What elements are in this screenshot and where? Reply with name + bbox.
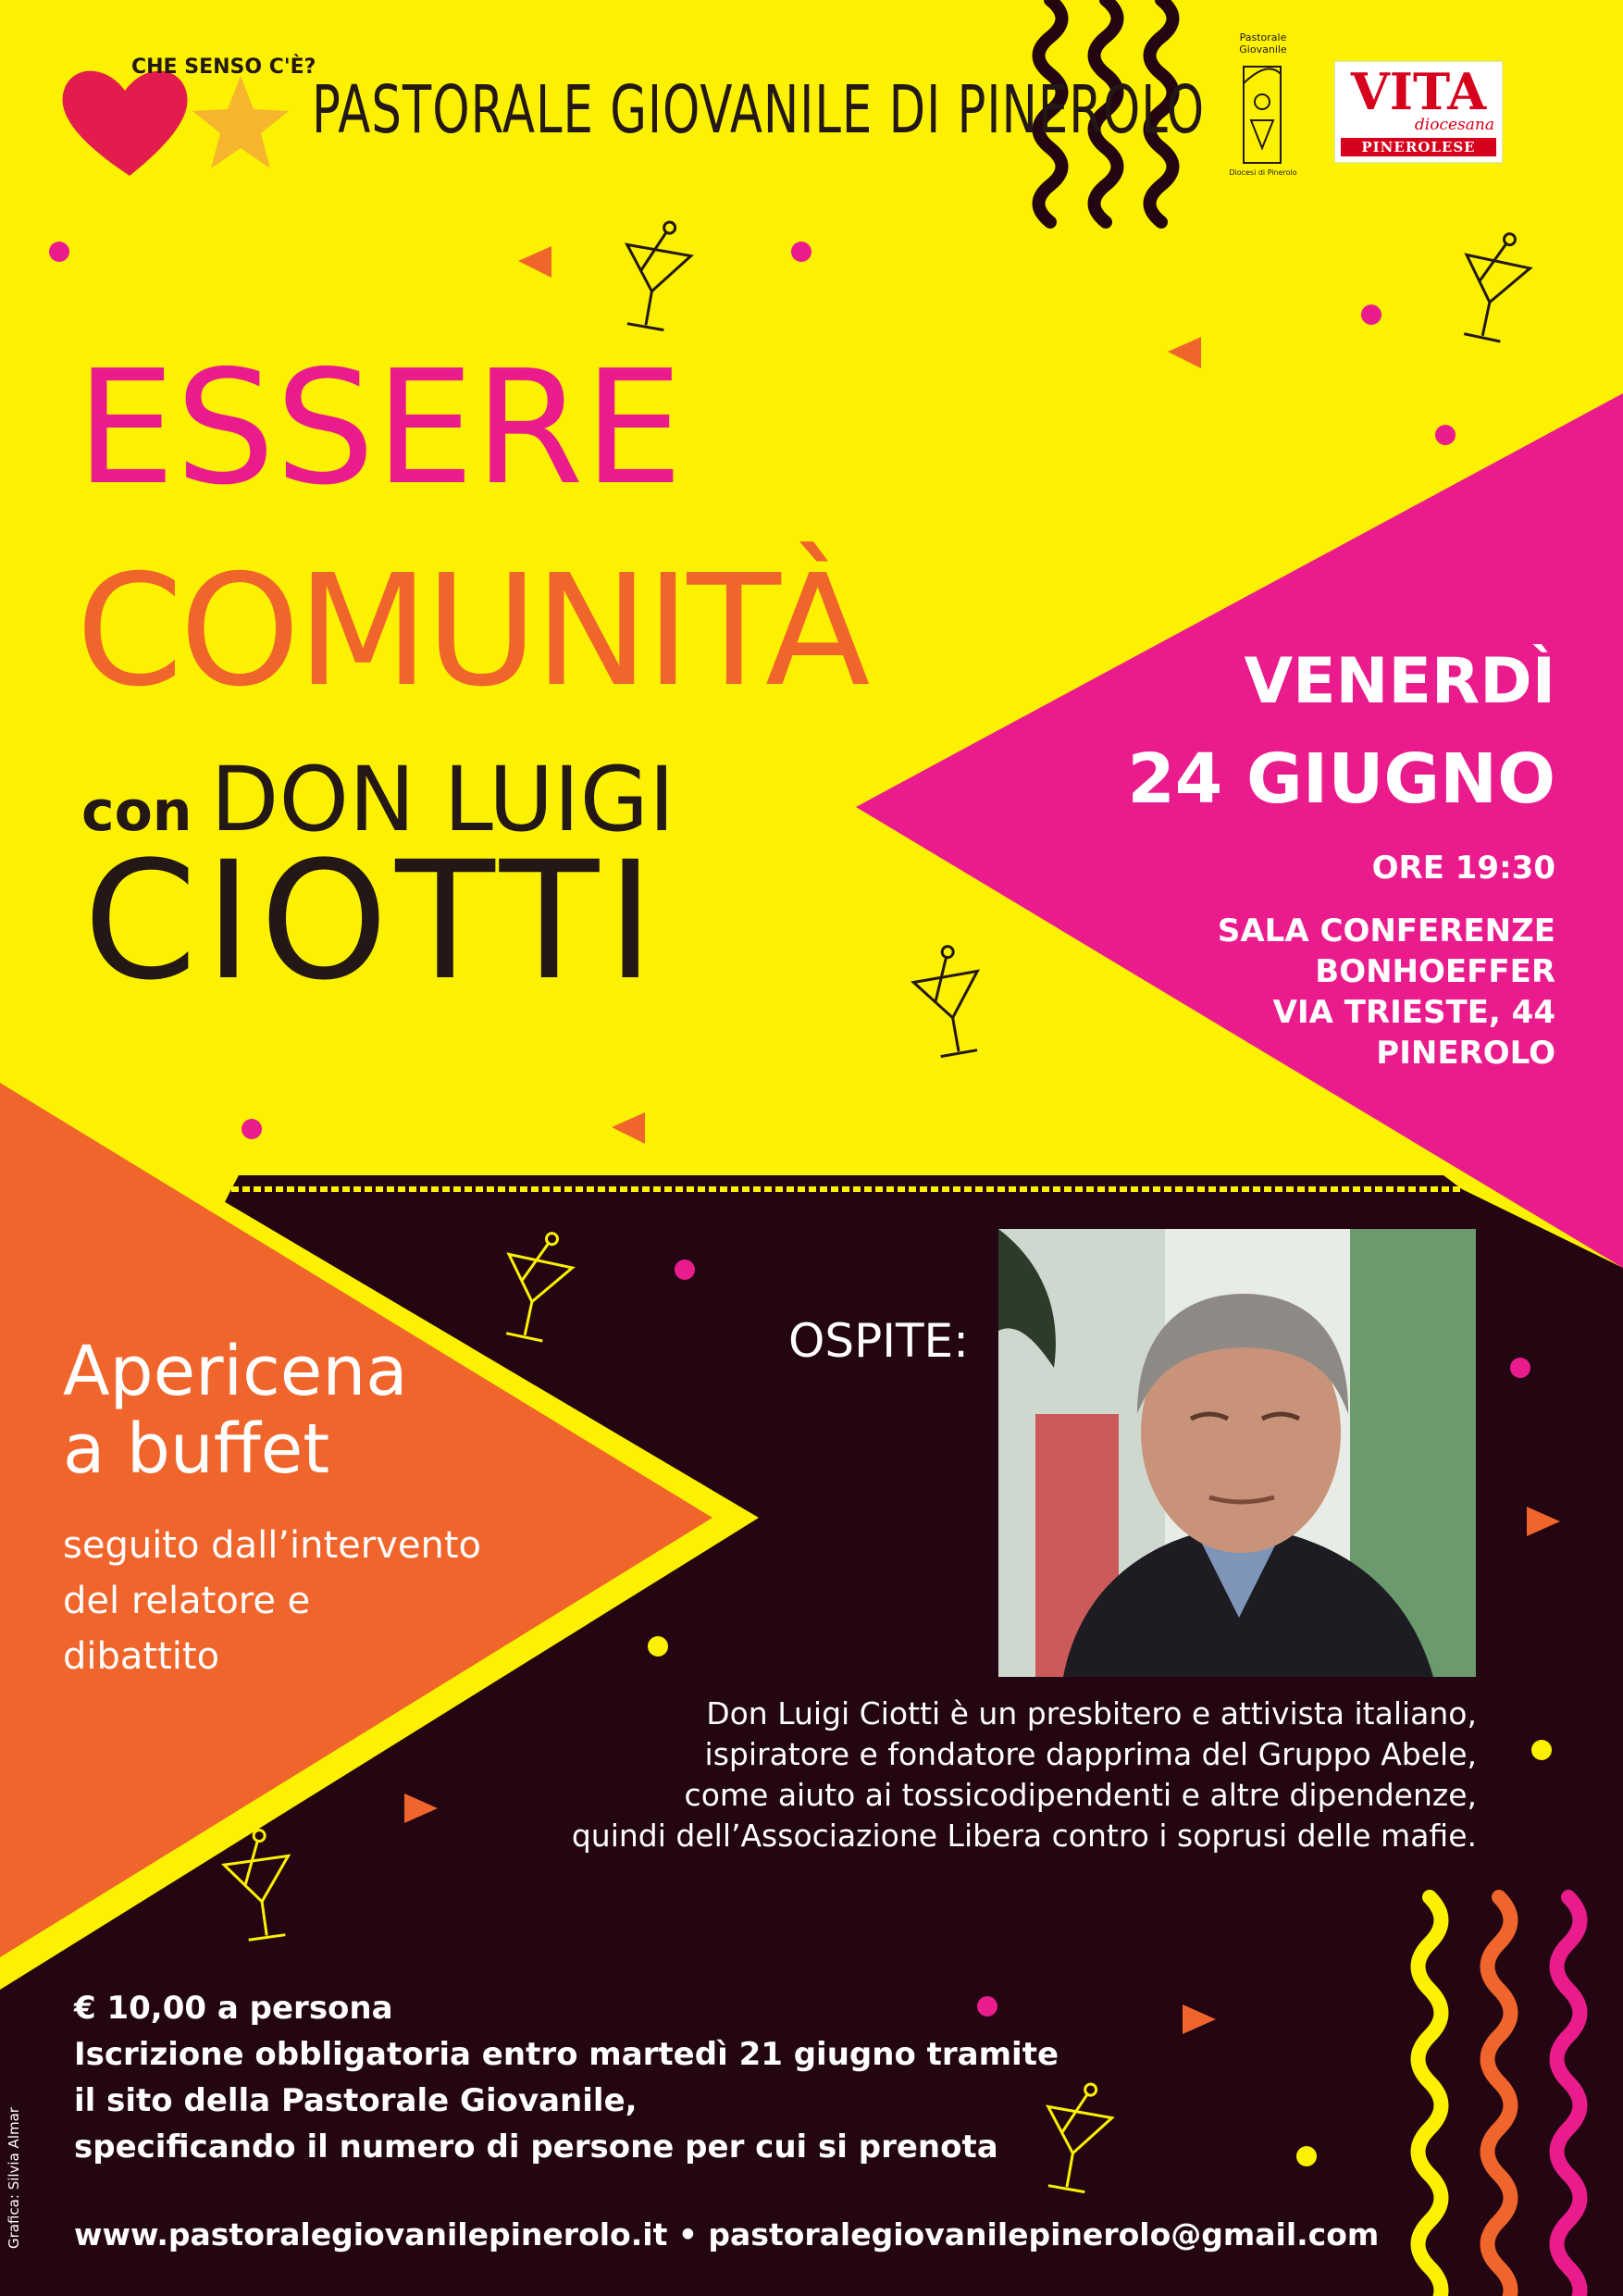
- title-line-1: ESSERE: [76, 337, 684, 520]
- guest-bio: [572, 1694, 1477, 1856]
- organization-name: PASTORALE GIOVANILE DI PINEROLO: [312, 72, 1206, 149]
- event-date: 24 GIUGNO: [1127, 739, 1555, 819]
- guest-first-name: DON LUIGI: [210, 748, 675, 851]
- con-word: con: [81, 779, 192, 844]
- vita-diocesana-logo: [1334, 61, 1503, 163]
- guest-surname: CIOTTI: [83, 826, 663, 1016]
- contact-links[interactable]: www.pastoralegiovanilepinerolo.it • pastoralegiovanilepinerolo@gmail.com: [74, 2216, 1380, 2253]
- buffet-title: [63, 1333, 408, 1488]
- pg-logo-line2: Giovanile: [1239, 43, 1287, 56]
- pg-emblem-icon: [1231, 56, 1295, 167]
- registration-line: il sito della Pastorale Giovanile,: [74, 2082, 638, 2119]
- buffet-subtitle-line: del relatore e: [63, 1580, 311, 1622]
- buffet-subtitle-line: dibattito: [63, 1635, 220, 1678]
- che-senso-logo-text: CHE SENSO C'È?: [131, 56, 316, 79]
- buffet-title-line: Apericena: [63, 1332, 408, 1411]
- event-time: ORE 19:30: [1371, 850, 1555, 887]
- bio-line: come aiuto ai tossicodipendenti e altre dipendenze,: [684, 1777, 1477, 1813]
- bio-line: quindi dell’Associazione Libera contro i soprusi delle mafie.: [571, 1818, 1477, 1854]
- pg-logo-line1: Pastorale: [1239, 31, 1287, 43]
- pastorale-giovanile-logo: [1231, 31, 1295, 180]
- registration-line: Iscrizione obbligatoria entro martedì 21 giugno tramite: [74, 2036, 1059, 2073]
- pg-logo-footer: Diocesi di Pinerolo: [1229, 168, 1297, 177]
- venue-line: VIA TRIESTE, 44: [1272, 994, 1555, 1031]
- venue-line: PINEROLO: [1376, 1035, 1555, 1072]
- guest-photo: [998, 1229, 1476, 1677]
- event-venue: [1218, 911, 1555, 1074]
- venue-line: SALA CONFERENZE: [1217, 912, 1555, 949]
- buffet-title-line: a buffet: [63, 1409, 330, 1489]
- buffet-subtitle: [63, 1518, 481, 1684]
- che-senso-logo: [56, 56, 316, 185]
- vita-logo-main: VITA: [1350, 62, 1487, 121]
- event-day: VENERDÌ: [1244, 645, 1555, 718]
- bio-line: Don Luigi Ciotti è un presbitero e attivista italiano,: [706, 1695, 1477, 1731]
- title-line-2: COMUNITÀ: [76, 542, 867, 721]
- bio-line: ispiratore e fondatore dapprima del Gruppo Abele,: [704, 1736, 1477, 1772]
- vita-logo-strip: PINEROLESE: [1341, 138, 1496, 156]
- buffet-subtitle-line: seguito dall’intervento: [63, 1524, 482, 1567]
- graphic-credit: Grafica: Silvia Almar: [6, 2107, 22, 2249]
- guest-portrait-image: [998, 1229, 1476, 1677]
- registration-line: specificando il numero di persone per cui si prenota: [74, 2128, 998, 2166]
- registration-info: [74, 1985, 1059, 2170]
- price-text: € 10,00 a persona: [74, 1990, 393, 2027]
- vita-logo-sub: diocesana: [1414, 116, 1494, 134]
- venue-line: BONHOEFFER: [1315, 953, 1555, 990]
- guest-label: OSPITE:: [788, 1314, 969, 1368]
